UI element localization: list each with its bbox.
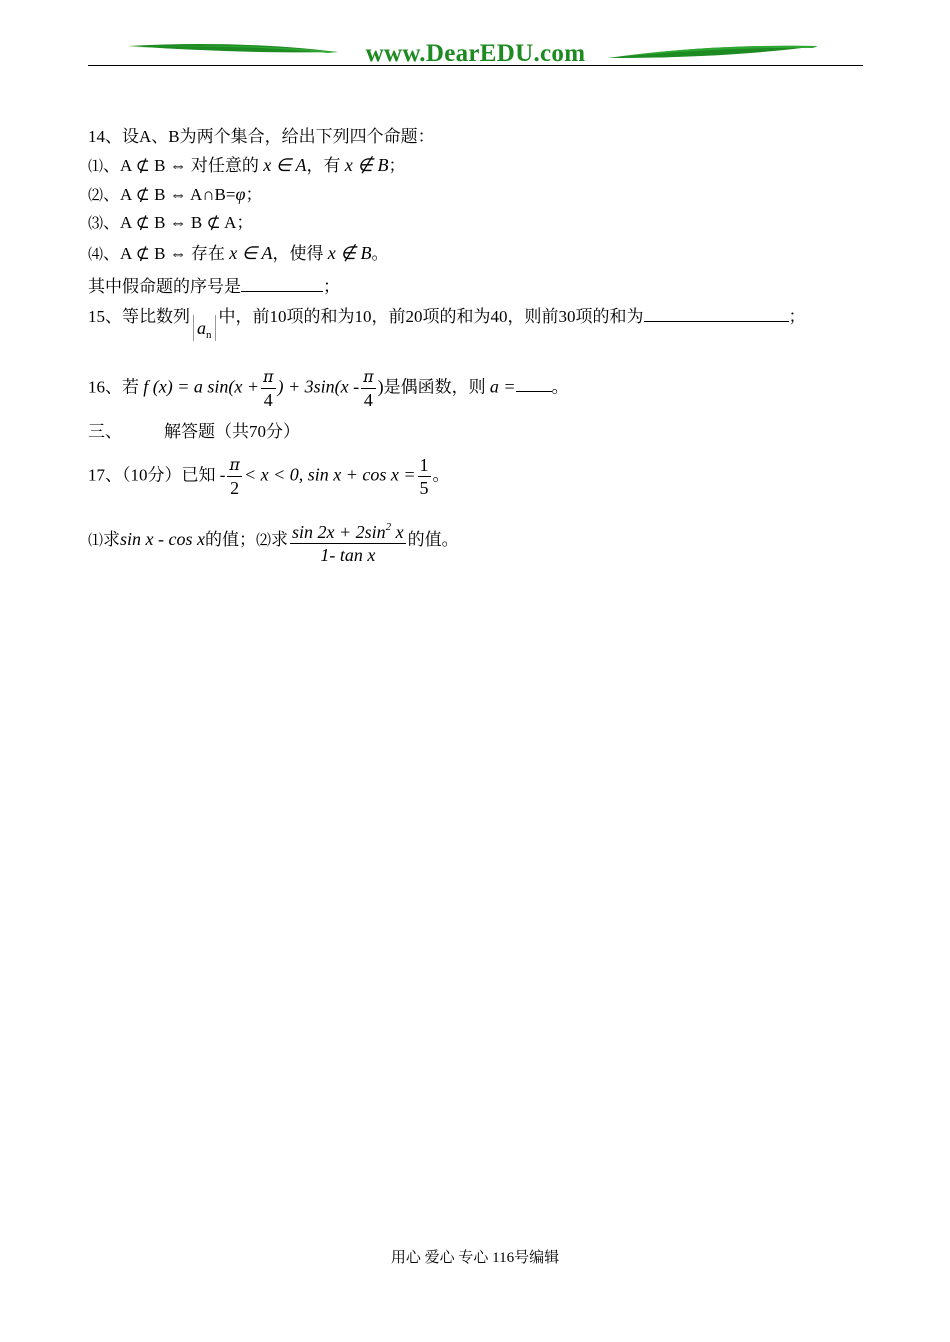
q14-ask <box>88 274 340 298</box>
prop-text: 。 <box>371 244 389 263</box>
q14-prop-3 <box>88 212 253 235</box>
prop-number: ⑴ <box>88 159 104 175</box>
phi-symbol: φ <box>235 184 246 204</box>
q17-end: 。 <box>432 465 450 485</box>
math-expr: sin x - cos x <box>120 528 205 549</box>
subpart-number: ⑵ <box>256 532 272 549</box>
section-heading <box>88 421 300 443</box>
prop-text: 、A ⊄ B ⇔ 对任意的 <box>103 156 259 175</box>
q16-end: 。 <box>551 377 569 397</box>
ask-text: 其中假命题的序号是 <box>88 277 241 296</box>
q14-stem: 14、设A、B为两个集合，给出下列四个命题： <box>88 127 435 146</box>
prop-text: ，有 <box>306 156 341 175</box>
answer-blank[interactable] <box>241 274 323 292</box>
math-expr: ) <box>377 376 384 397</box>
q14-prop-2 <box>88 183 262 207</box>
math-expr: x ∈ A <box>229 243 273 263</box>
q17-line <box>88 454 450 499</box>
math-expr: ) + 3sin(x - <box>277 376 360 397</box>
answer-blank[interactable] <box>644 304 789 322</box>
prop-text: ，使得 <box>272 244 324 263</box>
q17-text: 17、（10分）已知 - <box>88 465 226 485</box>
math-expr: x ∉ B <box>344 155 389 175</box>
q16-text: 16、若 <box>88 377 139 397</box>
prop-number: ⑵ <box>88 188 104 204</box>
q14-prop-4 <box>88 242 388 266</box>
math-expr: x ∈ A <box>263 155 307 175</box>
answer-blank[interactable] <box>516 374 552 392</box>
prop-text: 、A ⊄ B ⇔ A∩B= <box>103 185 236 204</box>
q16-line <box>88 366 569 411</box>
section-title: 解答题（共70分） <box>164 422 300 441</box>
prop-text: 、A ⊄ B ⇔ B ⊄ A； <box>103 213 254 232</box>
math-expr: x ∉ B <box>327 243 372 263</box>
page-footer: 用心 爱心 专心 116号编辑 <box>390 1250 560 1266</box>
fraction-one-fifth: $\frac{1}{5}$ <box>419 455 429 498</box>
q17-subparts: ⑴求sin x - cos x的值；⑵求 $\frac{\sin 2x + 2\sin^2 x}{\text{1- tan x}}$ 的值。 <box>88 516 459 566</box>
prop-text: ； <box>245 185 263 204</box>
header-rule <box>88 65 863 66</box>
fraction-pi-over-4: $\frac{\pi}{4}$ <box>263 367 274 410</box>
math-expr: < x < 0, sin x + cos x = <box>243 464 416 485</box>
fraction-pi-over-4: $\frac{\pi}{4}$ <box>363 367 374 410</box>
site-name: www.DearEDU.com <box>365 40 586 67</box>
q15-text: 15、等比数列 <box>88 307 190 326</box>
prop-number: ⑷ <box>88 247 104 263</box>
math-expr: a = <box>489 376 516 397</box>
subpart-number: ⑴ <box>88 532 104 549</box>
section-number: 三、 <box>88 422 122 441</box>
q15-text: 中，前10项的和为10，前20项的和为40，则前30项的和为 <box>218 307 644 326</box>
q14-prop-1 <box>88 154 405 178</box>
fraction-pi-over-2: $\frac{\pi}{2}$ <box>229 455 240 498</box>
prop-number: ⑶ <box>88 216 104 232</box>
ask-end: ； <box>323 277 340 296</box>
q15-end: ； <box>788 307 806 326</box>
prop-text: ； <box>388 156 406 175</box>
prop-text: 、A ⊄ B ⇔ 存在 <box>103 244 225 263</box>
math-expr: f (x) = a sin(x + <box>143 376 260 397</box>
fraction-expression: $\frac{\sin 2x + 2\sin^2 x}{\text{1- tan x}}$ <box>290 516 406 566</box>
sequence-symbol: $a_n$ <box>193 315 216 341</box>
site-banner <box>88 38 863 68</box>
q15-line <box>88 304 806 341</box>
q16-text: 是偶函数，则 <box>383 377 486 397</box>
